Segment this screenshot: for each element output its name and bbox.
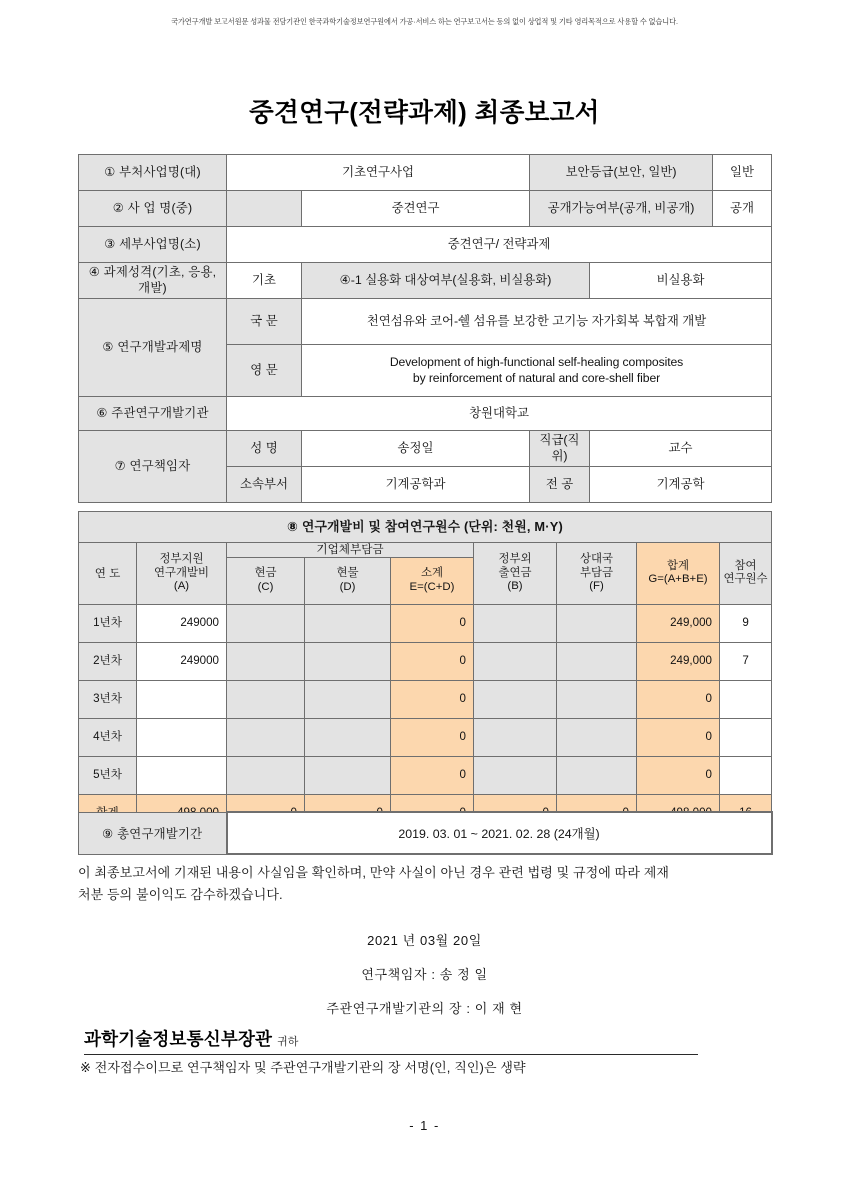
signature-date: 2021 년 03월 20일 (367, 933, 482, 948)
value-title-korean: 천연섬유와 코어-쉘 섬유를 보강한 고기능 자가회복 복합재 개발 (302, 299, 772, 345)
table-row-project-type (79, 263, 772, 299)
budget-section-title-row (79, 512, 772, 543)
cell-year: 3년차 (79, 680, 137, 718)
cell-nongov (474, 718, 557, 756)
label-pi-name: 성 명 (227, 431, 302, 467)
header-nongov-funding (474, 543, 557, 605)
cell-cash (227, 680, 305, 718)
label-research-period: ⑨ 총연구개발기간 (79, 812, 227, 854)
label-host-institution: ⑥ 주관연구개발기관 (79, 397, 227, 431)
cell-researchers (720, 718, 772, 756)
value-program-name: 중견연구 (302, 191, 530, 227)
table-row (79, 756, 772, 794)
label-program-name: ② 사 업 명(중) (79, 191, 227, 227)
cell-inkind (305, 718, 391, 756)
value-title-english (302, 345, 772, 397)
value-pi-position: 교수 (590, 431, 772, 467)
cell-cash (227, 756, 305, 794)
cell-total: 0 (637, 680, 720, 718)
label-title-korean: 국 문 (227, 299, 302, 345)
cell-inkind (305, 680, 391, 718)
table-row-ministry-program (79, 155, 772, 191)
minister-honorific: 귀하 (277, 1036, 299, 1048)
header-grand-total (637, 543, 720, 605)
cell-total: 249,000 (637, 604, 720, 642)
label-project-title: ⑤ 연구개발과제명 (79, 299, 227, 397)
label-ministry-program: ① 부처사업명(대) (79, 155, 227, 191)
header-company-contribution: 기업체부담금 (227, 543, 474, 558)
header-year: 연 도 (79, 543, 137, 605)
header-gov-support-l3: (A) (173, 580, 190, 593)
cell-gov-support: 249000 (137, 642, 227, 680)
minister-title: 과학기술정보통신부장관 (84, 1029, 273, 1049)
value-host-institution: 창원대학교 (227, 397, 772, 431)
electronic-submission-note: ※ 전자접수이므로 연구책임자 및 주관연구개발기관의 장 서명(인, 직인)은 생략 (80, 1060, 526, 1075)
header-gov-support (137, 543, 227, 605)
cell-partner (557, 680, 637, 718)
cell-cash (227, 718, 305, 756)
header-gov-support-l1: 정부지원 (159, 552, 204, 565)
value-research-period: 2019. 03. 01 ~ 2021. 02. 28 (24개월) (227, 812, 772, 854)
cell-inkind (305, 642, 391, 680)
header-total-l2: G=(A+B+E) (648, 573, 708, 586)
cell-subtotal: 0 (391, 680, 474, 718)
header-researchers (720, 543, 772, 605)
cell-partner (557, 756, 637, 794)
header-inkind-l2: (D) (339, 580, 356, 593)
signature-institution-head: 주관연구개발기관의 장 : 이 재 현 (326, 1001, 523, 1016)
title-english-line2: by reinforcement of natural and core-shell fiber (412, 370, 661, 385)
cell-researchers (720, 756, 772, 794)
budget-table (78, 511, 772, 833)
budget-header-row-1 (79, 543, 772, 558)
label-commercialization: ④-1 실용화 대상여부(실용화, 비실용화) (302, 263, 590, 299)
cell-subtotal: 0 (391, 642, 474, 680)
value-pi-major: 기계공학 (590, 467, 772, 503)
header-partner-l1: 상대국 (579, 552, 613, 565)
cell-nongov (474, 756, 557, 794)
header-partner-l3: (F) (589, 580, 604, 593)
cell-gov-support (137, 756, 227, 794)
label-principal-investigator: ⑦ 연구책임자 (79, 431, 227, 503)
value-detail-program: 중견연구/ 전략과제 (227, 227, 772, 263)
table-row-detail-program (79, 227, 772, 263)
cell-total: 0 (637, 718, 720, 756)
header-nongov-l1: 정부외 (498, 552, 532, 565)
cell-gov-support (137, 718, 227, 756)
header-partner-l2: 부담금 (579, 566, 613, 579)
cell-partner (557, 642, 637, 680)
budget-section-title: ⑧ 연구개발비 및 참여연구원수 (단위: 천원, M·Y) (79, 512, 772, 543)
table-row-program-name (79, 191, 772, 227)
cell-nongov (474, 642, 557, 680)
declaration-line2: 처분 등의 불이익도 감수하겠습니다. (78, 887, 283, 903)
header-nongov-l3: (B) (507, 580, 523, 593)
cell-partner (557, 718, 637, 756)
cell-year: 1년차 (79, 604, 137, 642)
cell-researchers: 9 (720, 604, 772, 642)
label-pi-department: 소속부서 (227, 467, 302, 503)
cell-partner (557, 604, 637, 642)
value-commercialization: 비실용화 (590, 263, 772, 299)
copyright-notice: 국가연구개발 보고서원문 성과물 전담기관인 한국과학기술정보연구원에서 가공·서비스 하는 연구보고서는 동의 없이 상업적 및 기타 영리목적으로 사용할 수 없습니다. (171, 17, 678, 26)
cell-subtotal: 0 (391, 756, 474, 794)
header-cash-l1: 현금 (254, 567, 277, 580)
header-inkind (305, 557, 391, 604)
value-project-type: 기초 (227, 263, 302, 299)
cell-nongov (474, 680, 557, 718)
value-disclosure: 공개 (713, 191, 772, 227)
cell-year: 2년차 (79, 642, 137, 680)
table-row (79, 604, 772, 642)
value-security-grade: 일반 (713, 155, 772, 191)
cell-researchers (720, 680, 772, 718)
header-cash (227, 557, 305, 604)
cell-year: 5년차 (79, 756, 137, 794)
label-detail-program: ③ 세부사업명(소) (79, 227, 227, 263)
table-row-project-title-ko (79, 299, 772, 345)
cell-gov-support (137, 680, 227, 718)
header-subtotal-l1: 소계 (420, 567, 443, 580)
table-row (79, 642, 772, 680)
label-project-type: ④ 과제성격(기초, 응용, 개발) (79, 263, 227, 299)
budget-section (78, 511, 771, 833)
table-row-host-institution (79, 397, 772, 431)
label-title-english: 영 문 (227, 345, 302, 397)
label-disclosure: 공개가능여부(공개, 비공개) (530, 191, 713, 227)
cell-cash (227, 604, 305, 642)
table-row (79, 718, 772, 756)
value-pi-department: 기계공학과 (302, 467, 530, 503)
cell-inkind (305, 604, 391, 642)
header-inkind-l1: 현물 (336, 567, 359, 580)
minister-addressee (84, 1026, 698, 1055)
label-pi-position: 직급(직위) (530, 431, 590, 467)
header-subtotal (391, 557, 474, 604)
declaration-line1: 이 최종보고서에 기재된 내용이 사실임을 확인하며, 만약 사실이 아닌 경우 관련 법령 및 규정에 따라 제재 (78, 865, 670, 880)
cell-cash (227, 642, 305, 680)
table-row-pi-name (79, 431, 772, 467)
project-info-table (78, 154, 772, 503)
cell-year: 4년차 (79, 718, 137, 756)
table-row-period (79, 812, 772, 854)
cell-gov-support: 249000 (137, 604, 227, 642)
value-ministry-program: 기초연구사업 (227, 155, 530, 191)
declaration-statement (78, 862, 778, 907)
cell-total: 249,000 (637, 642, 720, 680)
value-pi-name: 송정일 (302, 431, 530, 467)
header-researchers-l2: 연구원수 (723, 573, 768, 586)
research-period-table (78, 811, 773, 855)
title-english-line1: Development of high-functional self-healing composites (389, 354, 684, 369)
cell-inkind (305, 756, 391, 794)
header-total-l1: 합계 (666, 559, 689, 572)
page-title: 중견연구(전략과제) 최종보고서 (249, 99, 600, 127)
label-security-grade: 보안등급(보안, 일반) (530, 155, 713, 191)
page-number: - 1 - (409, 1118, 440, 1133)
cell-subtotal: 0 (391, 604, 474, 642)
cell-researchers: 7 (720, 642, 772, 680)
cell-total: 0 (637, 756, 720, 794)
header-subtotal-l2: E=(C+D) (409, 580, 455, 593)
table-row (79, 680, 772, 718)
cell-nongov (474, 604, 557, 642)
header-cash-l2: (C) (257, 580, 274, 593)
header-partner-country (557, 543, 637, 605)
cell-subtotal: 0 (391, 718, 474, 756)
signature-principal-investigator: 연구책임자 : 송 정 일 (361, 967, 488, 982)
header-nongov-l2: 출연금 (498, 566, 532, 579)
header-researchers-l1: 참여 (734, 559, 757, 572)
header-gov-support-l2: 연구개발비 (153, 566, 210, 579)
label-pi-major: 전 공 (530, 467, 590, 503)
